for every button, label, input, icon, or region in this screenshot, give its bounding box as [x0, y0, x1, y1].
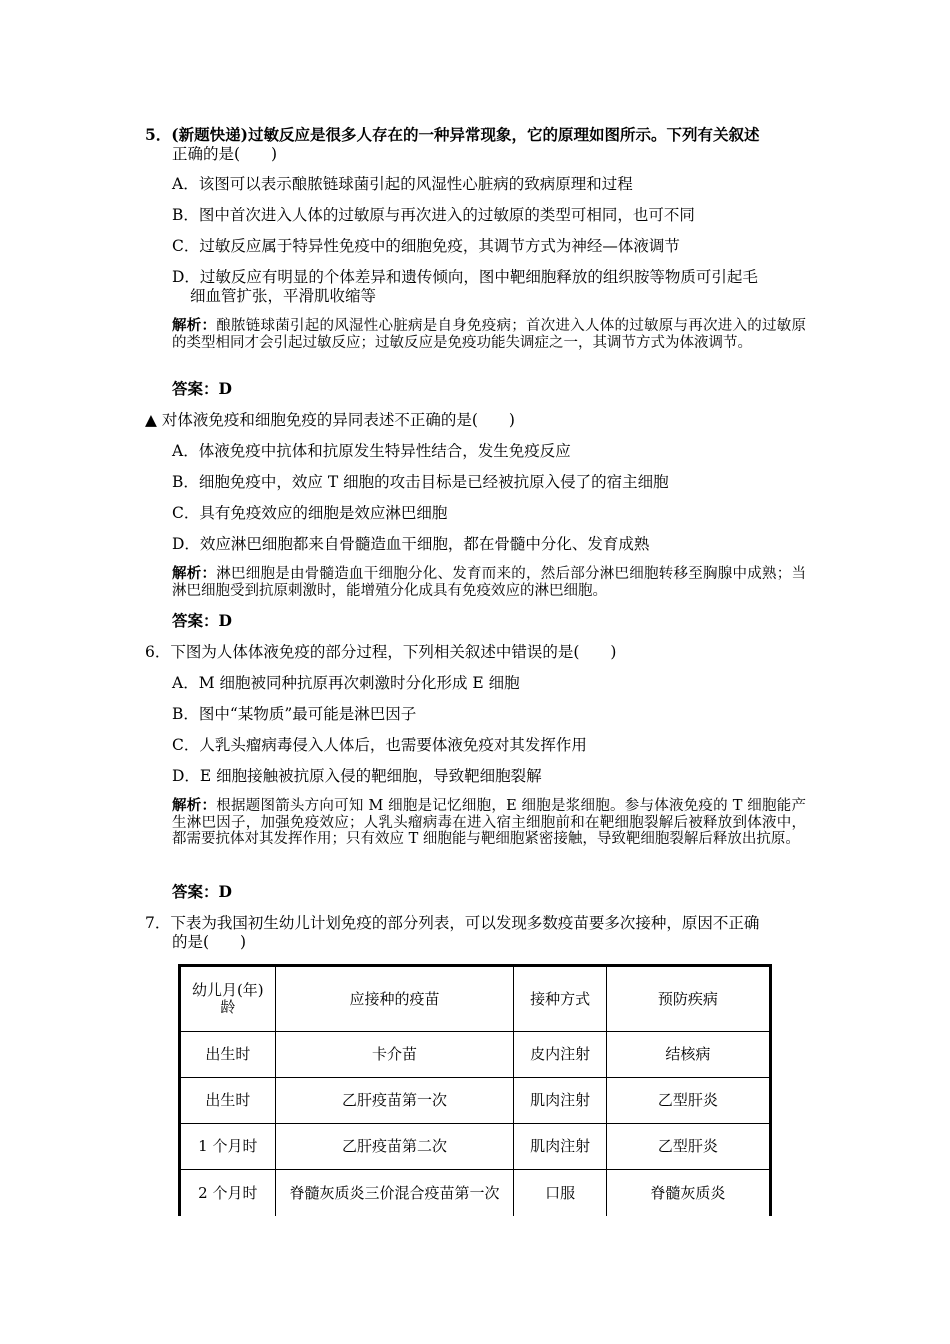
table-row [180, 1124, 771, 1170]
analysis-tag: 解析： [172, 317, 217, 334]
table-row [180, 1032, 771, 1078]
qtri-stem: ▲ 对体液免疫和细胞免疫的异同表述不正确的是( ) [145, 411, 515, 429]
table-cell: 口服 [514, 1170, 607, 1217]
analysis-tag: 解析： [172, 565, 217, 582]
q5-option-c: C．过敏反应属于特异性免疫中的细胞免疫，其调节方式为神经—体液调节 [172, 237, 680, 255]
qtri-option-d: D．效应淋巴细胞都来自骨髓造血干细胞，都在骨髓中分化、发育成熟 [172, 535, 650, 553]
q6-answer: 答案：D [172, 882, 232, 901]
table-header-row [180, 966, 771, 1032]
q5-option-b: B．图中首次进入人体的过敏原与再次进入的过敏原的类型可相同，也可不同 [172, 206, 695, 224]
q5-answer: 答案：D [172, 379, 232, 398]
table-cell: 乙肝疫苗第一次 [275, 1078, 514, 1124]
table-row [180, 1170, 771, 1217]
table-cell: 脊髓灰质炎三价混合疫苗第一次 [275, 1170, 514, 1217]
table-cell: 结核病 [606, 1032, 770, 1078]
table-cell: 脊髓灰质炎 [606, 1170, 770, 1217]
qtri-analysis-text: 淋巴细胞是由骨髓造血干细胞分化、发育而来的，然后部分淋巴细胞转移至胸腺中成熟；当淋巴细胞受到抗原刺激时，能增殖分化成具有免疫效应的淋巴细胞。 [172, 566, 806, 599]
q6-analysis-text: 根据题图箭头方向可知 M 细胞是记忆细胞，E 细胞是浆细胞。参与体液免疫的 T 细胞能产生淋巴因子，加强免疫效应；人乳头瘤病毒在进入宿主细胞前和在靶细胞裂解后被释放到体液中，都需要抗体对其发挥作用；只有效应 T 细胞能与靶细胞紧密接触，导致靶细胞裂解后释放出抗原。 [172, 798, 807, 847]
qtri-analysis [172, 566, 806, 599]
qtri-option-c: C．具有免疫效应的细胞是效应淋巴细胞 [172, 504, 448, 522]
qtri-answer: 答案：D [172, 611, 232, 630]
table-row [180, 1078, 771, 1124]
q5-option-a: A．该图可以表示酿脓链球菌引起的风湿性心脏病的致病原理和过程 [172, 175, 633, 193]
table-cell: 乙型肝炎 [606, 1124, 770, 1170]
q5-stem-line2: 正确的是( ) [172, 145, 278, 163]
table-cell: 2 个月时 [180, 1170, 276, 1217]
table-cell: 肌肉注射 [514, 1124, 607, 1170]
q5-analysis [172, 318, 806, 351]
q7-stem-line2: 的是( ) [172, 933, 247, 951]
q6-stem: 6．下图为人体体液免疫的部分过程，下列相关叙述中错误的是( ) [145, 643, 617, 661]
q6-option-d: D．E 细胞接触被抗原入侵的靶细胞，导致靶细胞裂解 [172, 767, 542, 785]
header-cell: 预防疾病 [606, 966, 770, 1032]
table-cell: 肌肉注射 [514, 1078, 607, 1124]
header-cell: 接种方式 [514, 966, 607, 1032]
header-cell: 应接种的疫苗 [275, 966, 514, 1032]
table-cell: 乙肝疫苗第二次 [275, 1124, 514, 1170]
q6-analysis [172, 798, 806, 848]
vaccine-table [178, 964, 772, 1216]
table-cell: 乙型肝炎 [606, 1078, 770, 1124]
q7-stem-line1: 7．下表为我国初生幼儿计划免疫的部分列表，可以发现多数疫苗要多次接种，原因不正确 [145, 914, 760, 932]
analysis-tag: 解析： [172, 797, 217, 814]
table-cell: 卡介苗 [275, 1032, 514, 1078]
q5-analysis-text: 酿脓链球菌引起的风湿性心脏病是自身免疫病；首次进入人体的过敏原与再次进入的过敏原的类型相同才会引起过敏反应；过敏反应是免疫功能失调症之一，其调节方式为体液调节。 [172, 318, 806, 351]
q6-option-b: B．图中“某物质”最可能是淋巴因子 [172, 705, 417, 723]
q6-option-c: C．人乳头瘤病毒侵入人体后，也需要体液免疫对其发挥作用 [172, 736, 587, 754]
qtri-option-b: B．细胞免疫中，效应 T 细胞的攻击目标是已经被抗原入侵了的宿主细胞 [172, 473, 669, 491]
q5-stem-line1: 5．(新题快递)过敏反应是很多人存在的一种异常现象，它的原理如图所示。下列有关叙述 [145, 125, 760, 144]
qtri-option-a: A．体液免疫中抗体和抗原发生特异性结合，发生免疫反应 [172, 442, 571, 460]
table-cell: 出生时 [180, 1032, 276, 1078]
table-cell: 出生时 [180, 1078, 276, 1124]
header-cell: 幼儿月(年)龄 [180, 966, 276, 1032]
q6-option-a: A．M 细胞被同种抗原再次刺激时分化形成 E 细胞 [172, 674, 520, 692]
table-cell: 1 个月时 [180, 1124, 276, 1170]
q5-option-d-line1: D．过敏反应有明显的个体差异和遗传倾向，图中靶细胞释放的组织胺等物质可引起毛 [172, 268, 758, 286]
table-cell: 皮内注射 [514, 1032, 607, 1078]
q5-option-d-line2: 细血管扩张，平滑肌收缩等 [190, 287, 377, 305]
